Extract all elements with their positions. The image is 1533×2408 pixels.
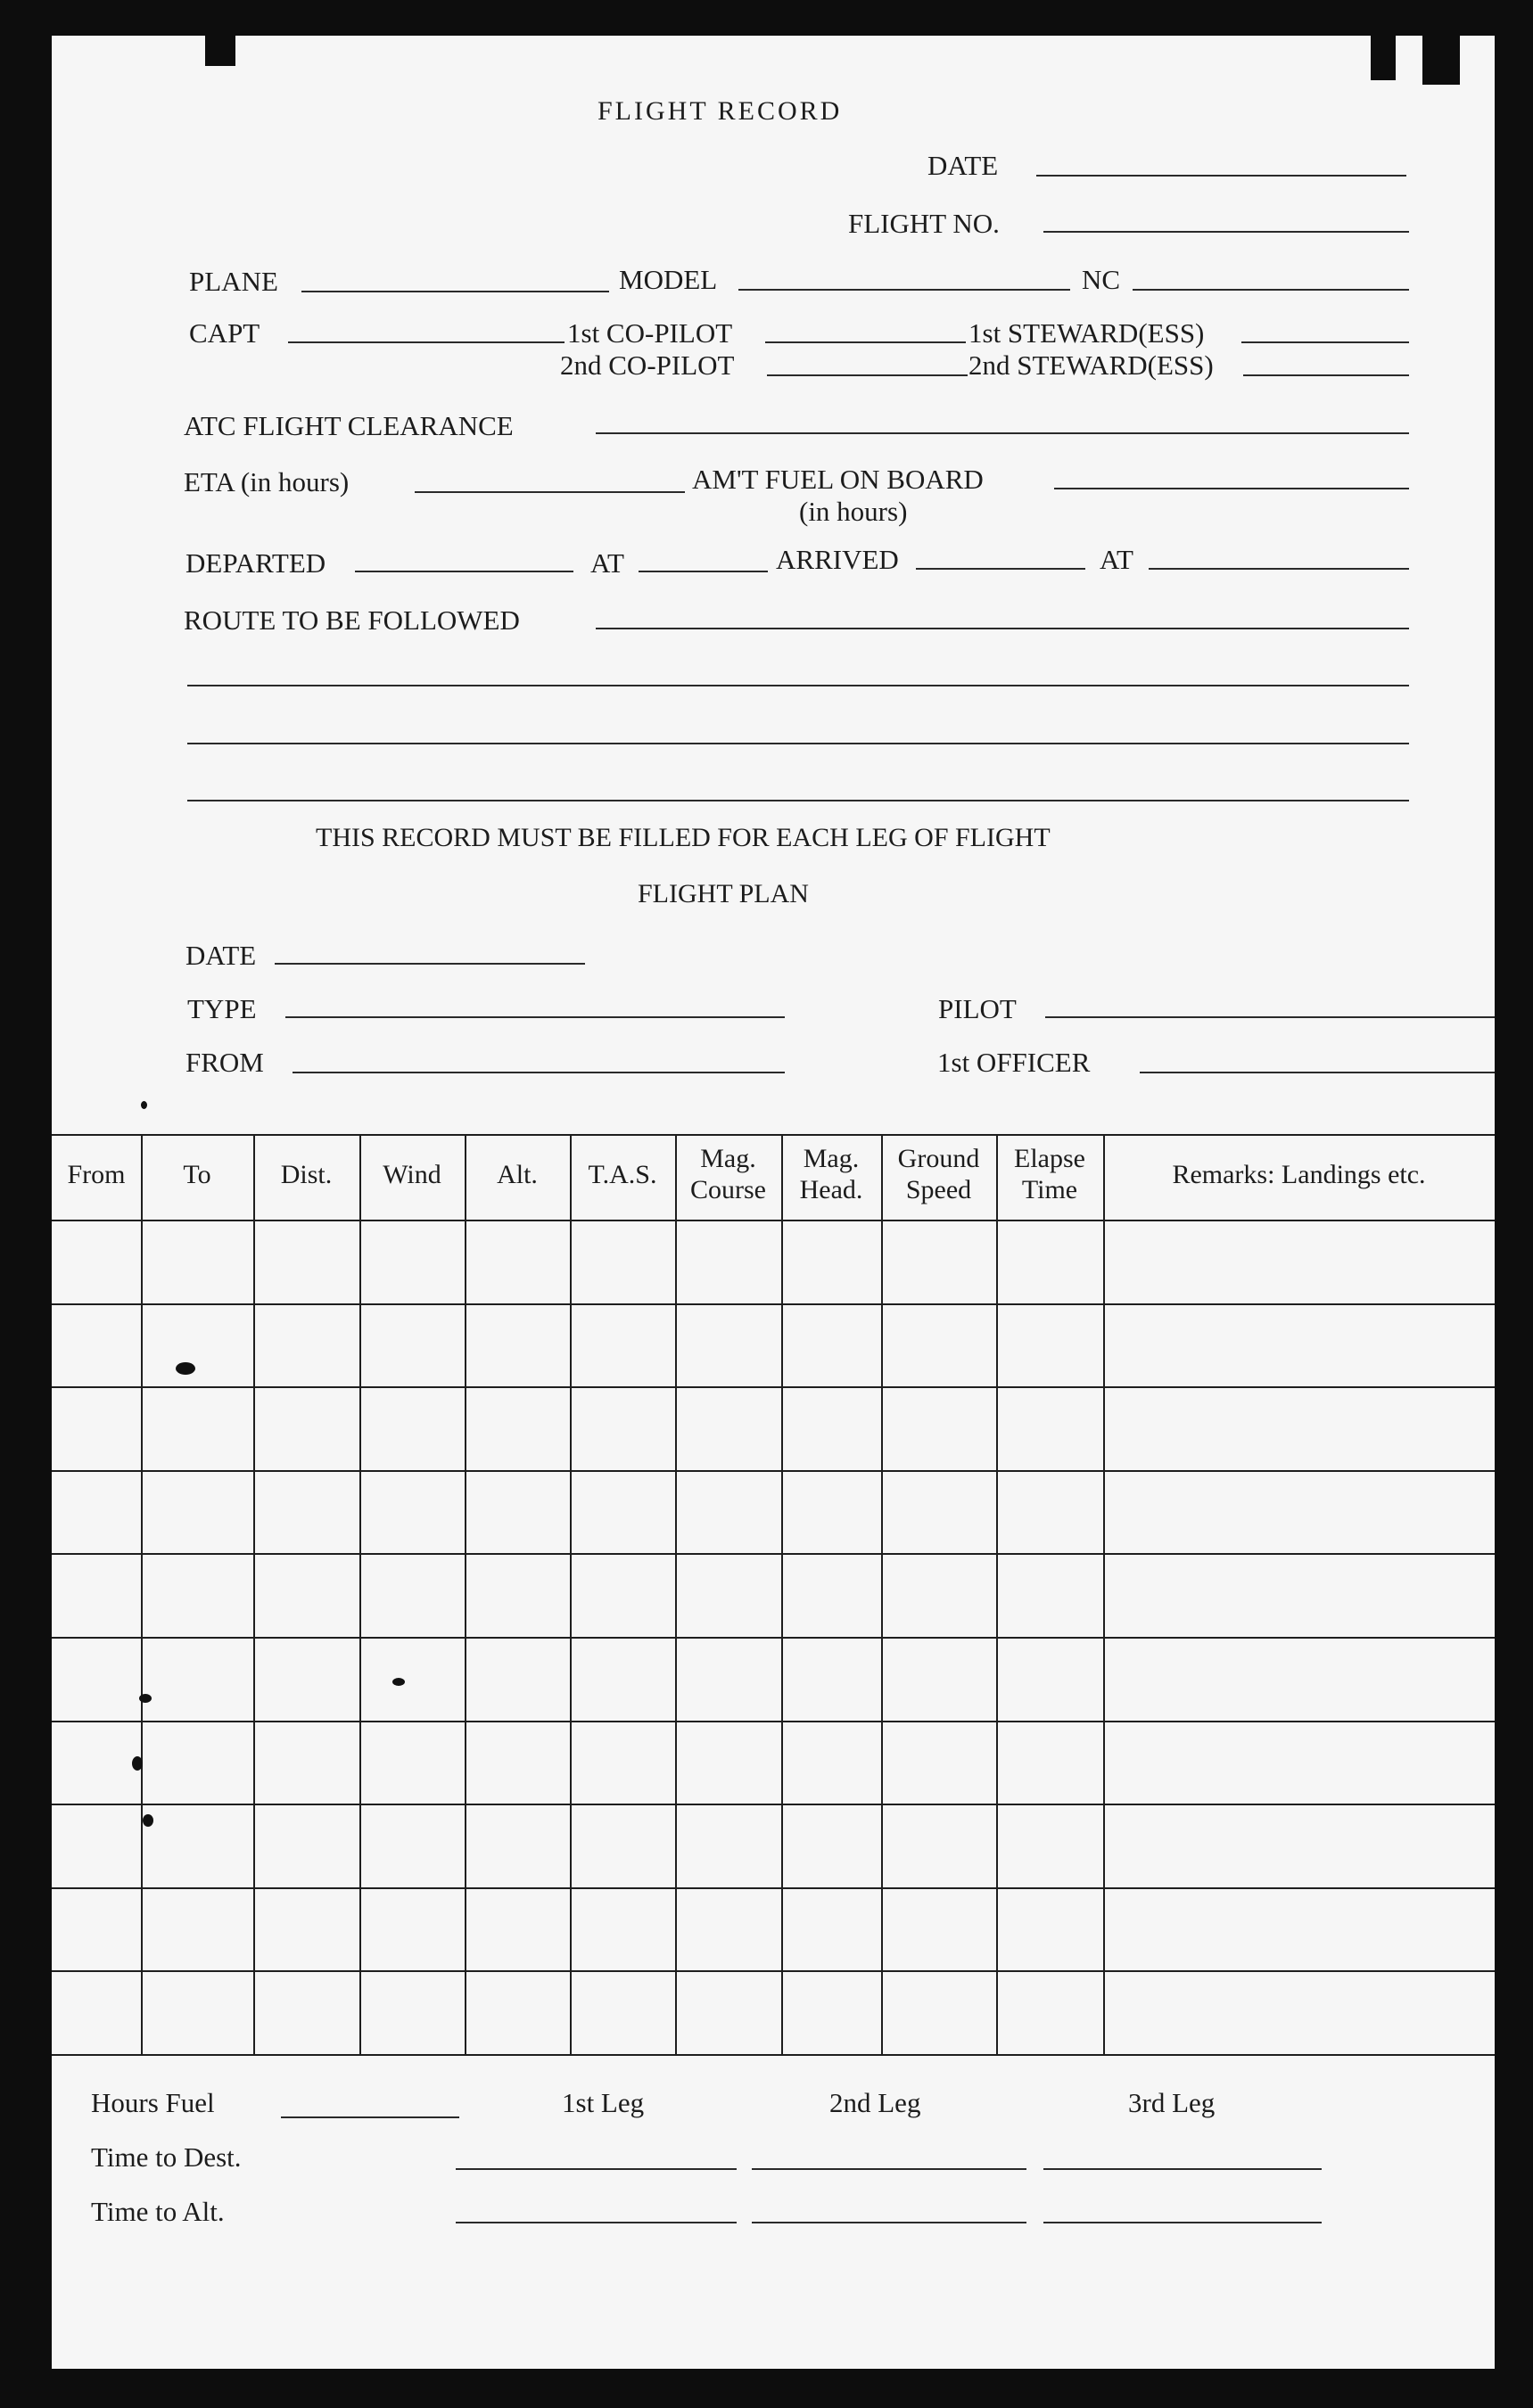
- leg2-label: 2nd Leg: [829, 2087, 921, 2118]
- departed-line[interactable]: [355, 571, 573, 572]
- ink-speck: [176, 1362, 195, 1375]
- hours-fuel-label: Hours Fuel: [91, 2087, 215, 2118]
- route-line-4[interactable]: [187, 800, 1409, 801]
- co-pilot-1-label: 1st CO-PILOT: [567, 317, 733, 349]
- arrived-at-label: AT: [1100, 544, 1133, 575]
- fuel-label: AM'T FUEL ON BOARD: [692, 464, 984, 495]
- table-cell[interactable]: [885, 1390, 993, 1467]
- table-cell[interactable]: [885, 1640, 993, 1717]
- table-cell[interactable]: [1000, 1474, 1100, 1550]
- table-cell[interactable]: [785, 1807, 878, 1884]
- table-cell[interactable]: [785, 1223, 878, 1300]
- table-cell[interactable]: [1000, 1390, 1100, 1467]
- table-cell[interactable]: [573, 1557, 672, 1633]
- table-cell[interactable]: [144, 1223, 250, 1300]
- departed-at-line[interactable]: [639, 571, 768, 572]
- table-cell[interactable]: [363, 1724, 461, 1801]
- table-cell[interactable]: [679, 1390, 778, 1467]
- table-cell[interactable]: [144, 1807, 250, 1884]
- table-cell[interactable]: [55, 1474, 137, 1550]
- table-cell[interactable]: [363, 1640, 461, 1717]
- table-cell[interactable]: [885, 1724, 993, 1801]
- table-column-border: [253, 1134, 255, 2054]
- flight-plan-title: FLIGHT PLAN: [638, 879, 809, 908]
- table-cell[interactable]: [257, 1390, 356, 1467]
- table-cell[interactable]: [1000, 1557, 1100, 1633]
- table-cell[interactable]: [1107, 1557, 1491, 1633]
- co-pilot-2-label: 2nd CO-PILOT: [560, 349, 735, 381]
- column-header: Elapse Time: [1014, 1144, 1085, 1205]
- arrived-label: ARRIVED: [776, 544, 899, 575]
- column-header: Remarks: Landings etc.: [1172, 1160, 1426, 1189]
- table-cell[interactable]: [363, 1974, 461, 2050]
- table-cell[interactable]: [468, 1974, 566, 2050]
- form-page: [52, 36, 1495, 2369]
- scan-artifact: [1371, 36, 1396, 80]
- fp-first-officer-line[interactable]: [1140, 1072, 1495, 1073]
- table-cell[interactable]: [885, 1807, 993, 1884]
- table-cell[interactable]: [468, 1474, 566, 1550]
- plane-label: PLANE: [189, 266, 278, 297]
- table-cell[interactable]: [885, 1891, 993, 1968]
- column-header: Mag. Course: [690, 1144, 766, 1205]
- table-cell[interactable]: [55, 1974, 137, 2050]
- table-cell[interactable]: [679, 1557, 778, 1633]
- table-cell[interactable]: [363, 1223, 461, 1300]
- fuel-unit-label: (in hours): [799, 496, 908, 527]
- nc-label: NC: [1082, 264, 1121, 295]
- table-column-border: [141, 1134, 143, 2054]
- table-cell[interactable]: [679, 1974, 778, 2050]
- form-title: FLIGHT RECORD: [598, 96, 843, 126]
- ink-speck: [143, 1814, 153, 1827]
- fp-from-label: FROM: [185, 1047, 264, 1078]
- scan-artifact: [205, 36, 235, 66]
- table-cell[interactable]: [363, 1390, 461, 1467]
- table-cell[interactable]: [1107, 1807, 1491, 1884]
- steward-1-label: 1st STEWARD(ESS): [968, 317, 1205, 349]
- table-row-border: [52, 1637, 1495, 1639]
- alt-leg2-line[interactable]: [752, 2222, 1026, 2223]
- table-cell[interactable]: [55, 1390, 137, 1467]
- leg1-label: 1st Leg: [562, 2087, 645, 2118]
- table-cell[interactable]: [679, 1223, 778, 1300]
- table-cell[interactable]: [885, 1474, 993, 1550]
- co-pilot-1-line[interactable]: [765, 341, 966, 343]
- alt-leg1-line[interactable]: [456, 2222, 737, 2223]
- column-header: From: [67, 1160, 126, 1189]
- table-cell[interactable]: [257, 1474, 356, 1550]
- table-cell[interactable]: [1000, 1974, 1100, 2050]
- dest-leg2-line[interactable]: [752, 2168, 1026, 2170]
- column-header: To: [183, 1160, 211, 1189]
- table-cell[interactable]: [144, 1307, 250, 1384]
- fp-from-line[interactable]: [293, 1072, 785, 1073]
- table-cell[interactable]: [468, 1640, 566, 1717]
- table-cell[interactable]: [257, 1307, 356, 1384]
- table-cell[interactable]: [1107, 1724, 1491, 1801]
- table-cell[interactable]: [573, 1640, 672, 1717]
- table-cell[interactable]: [785, 1474, 878, 1550]
- nc-line[interactable]: [1133, 289, 1409, 291]
- table-cell[interactable]: [885, 1974, 993, 2050]
- table-cell[interactable]: [55, 1724, 137, 1801]
- ink-speck: [392, 1678, 405, 1686]
- column-header: Dist.: [280, 1160, 333, 1189]
- table-cell[interactable]: [785, 1640, 878, 1717]
- ink-speck: [139, 1694, 152, 1703]
- table-cell[interactable]: [573, 1974, 672, 2050]
- table-cell[interactable]: [785, 1557, 878, 1633]
- table-cell[interactable]: [468, 1724, 566, 1801]
- table-cell[interactable]: [679, 1307, 778, 1384]
- route-label: ROUTE TO BE FOLLOWED: [184, 604, 520, 636]
- model-label: MODEL: [619, 264, 718, 295]
- table-cell[interactable]: [55, 1891, 137, 1968]
- table-cell[interactable]: [363, 1891, 461, 1968]
- table-cell[interactable]: [55, 1223, 137, 1300]
- table-cell[interactable]: [573, 1891, 672, 1968]
- co-pilot-2-line[interactable]: [767, 374, 968, 376]
- steward-2-line[interactable]: [1243, 374, 1409, 376]
- flight-no-line[interactable]: [1043, 231, 1409, 233]
- table-column-border: [781, 1134, 783, 2054]
- eta-label: ETA (in hours): [184, 466, 350, 497]
- fp-type-line[interactable]: [285, 1016, 785, 1018]
- table-cell[interactable]: [257, 1974, 356, 2050]
- dest-leg1-line[interactable]: [456, 2168, 737, 2170]
- table-cell[interactable]: [363, 1557, 461, 1633]
- table-cell[interactable]: [785, 1724, 878, 1801]
- table-cell[interactable]: [468, 1390, 566, 1467]
- table-column-border: [996, 1134, 998, 2054]
- table-cell[interactable]: [363, 1474, 461, 1550]
- date-label: DATE: [927, 150, 999, 181]
- table-cell[interactable]: [573, 1390, 672, 1467]
- table-column-border: [465, 1134, 466, 2054]
- table-cell[interactable]: [1000, 1891, 1100, 1968]
- steward-1-line[interactable]: [1241, 341, 1409, 343]
- capt-label: CAPT: [189, 317, 260, 349]
- departed-at-label: AT: [590, 547, 624, 579]
- date-line[interactable]: [1036, 175, 1406, 177]
- table-cell[interactable]: [1107, 1891, 1491, 1968]
- table-cell[interactable]: [1107, 1223, 1491, 1300]
- table-cell[interactable]: [1107, 1390, 1491, 1467]
- ink-speck: [141, 1101, 147, 1109]
- table-row-border: [52, 1470, 1495, 1472]
- table-column-border: [1103, 1134, 1105, 2054]
- capt-line[interactable]: [288, 341, 565, 343]
- table-cell[interactable]: [363, 1307, 461, 1384]
- fp-pilot-label: PILOT: [938, 993, 1017, 1024]
- table-row-border: [52, 1804, 1495, 1805]
- hours-fuel-line[interactable]: [281, 2116, 459, 2118]
- table-cell[interactable]: [679, 1891, 778, 1968]
- eta-line[interactable]: [415, 491, 685, 493]
- steward-2-label: 2nd STEWARD(ESS): [968, 349, 1214, 381]
- column-header: T.A.S.: [588, 1160, 657, 1189]
- arrived-line[interactable]: [916, 568, 1085, 570]
- fp-first-officer-label: 1st OFFICER: [937, 1047, 1091, 1078]
- table-cell[interactable]: [144, 1891, 250, 1968]
- table-cell[interactable]: [1000, 1223, 1100, 1300]
- table-cell[interactable]: [1000, 1724, 1100, 1801]
- table-column-border: [881, 1134, 883, 2054]
- table-cell[interactable]: [785, 1307, 878, 1384]
- notice-text: THIS RECORD MUST BE FILLED FOR EACH LEG OF FLIGHT: [316, 823, 1051, 852]
- table-cell[interactable]: [257, 1724, 356, 1801]
- table-cell[interactable]: [679, 1807, 778, 1884]
- table-cell[interactable]: [1000, 1640, 1100, 1717]
- table-row-border: [52, 1303, 1495, 1305]
- table-cell[interactable]: [573, 1724, 672, 1801]
- route-line-3[interactable]: [187, 743, 1409, 744]
- alt-leg3-line[interactable]: [1043, 2222, 1322, 2223]
- table-cell[interactable]: [144, 1474, 250, 1550]
- table-column-border: [570, 1134, 572, 2054]
- table-cell[interactable]: [55, 1807, 137, 1884]
- column-header: Alt.: [497, 1160, 538, 1189]
- table-cell[interactable]: [885, 1557, 993, 1633]
- table-cell[interactable]: [1107, 1974, 1491, 2050]
- table-cell[interactable]: [785, 1891, 878, 1968]
- fuel-line[interactable]: [1054, 488, 1409, 489]
- atc-label: ATC FLIGHT CLEARANCE: [184, 410, 514, 441]
- column-header: Wind: [383, 1160, 441, 1189]
- route-line-2[interactable]: [187, 685, 1409, 686]
- table-cell[interactable]: [679, 1640, 778, 1717]
- column-header: Mag. Head.: [799, 1144, 863, 1205]
- table-cell[interactable]: [1107, 1474, 1491, 1550]
- plane-line[interactable]: [301, 291, 609, 292]
- table-cell[interactable]: [257, 1640, 356, 1717]
- time-to-alt-label: Time to Alt.: [91, 2196, 225, 2227]
- table-cell[interactable]: [144, 1557, 250, 1633]
- scan-artifact: [1422, 36, 1460, 85]
- table-cell[interactable]: [257, 1807, 356, 1884]
- table-row-border: [52, 1887, 1495, 1889]
- arrived-at-line[interactable]: [1149, 568, 1409, 570]
- model-line[interactable]: [738, 289, 1070, 291]
- table-cell[interactable]: [573, 1474, 672, 1550]
- table-cell[interactable]: [468, 1223, 566, 1300]
- fp-type-label: TYPE: [187, 993, 257, 1024]
- table-row-border: [52, 1970, 1495, 1972]
- table-cell[interactable]: [144, 1974, 250, 2050]
- table-cell[interactable]: [785, 1974, 878, 2050]
- departed-label: DEPARTED: [185, 547, 326, 579]
- table-cell[interactable]: [257, 1891, 356, 1968]
- table-row-border: [52, 2054, 1495, 2056]
- table-cell[interactable]: [363, 1807, 461, 1884]
- table-cell[interactable]: [785, 1390, 878, 1467]
- table-cell[interactable]: [55, 1557, 137, 1633]
- table-cell[interactable]: [468, 1557, 566, 1633]
- table-cell[interactable]: [257, 1557, 356, 1633]
- table-cell[interactable]: [468, 1807, 566, 1884]
- table-cell[interactable]: [55, 1307, 137, 1384]
- ink-speck: [132, 1756, 143, 1771]
- table-row-border: [52, 1553, 1495, 1555]
- dest-leg3-line[interactable]: [1043, 2168, 1322, 2170]
- table-cell[interactable]: [1000, 1307, 1100, 1384]
- table-row-border: [52, 1386, 1495, 1388]
- table-cell[interactable]: [573, 1223, 672, 1300]
- table-top-border: [52, 1134, 1495, 1136]
- table-column-border: [359, 1134, 361, 2054]
- table-cell[interactable]: [144, 1390, 250, 1467]
- table-cell[interactable]: [468, 1307, 566, 1384]
- atc-line[interactable]: [596, 432, 1409, 434]
- leg3-label: 3rd Leg: [1128, 2087, 1216, 2118]
- table-cell[interactable]: [885, 1223, 993, 1300]
- column-header: Ground Speed: [897, 1144, 980, 1205]
- table-cell[interactable]: [144, 1724, 250, 1801]
- route-line-1[interactable]: [596, 628, 1409, 629]
- table-cell[interactable]: [144, 1640, 250, 1717]
- flight-no-label: FLIGHT NO.: [848, 208, 1000, 239]
- table-cell[interactable]: [1107, 1640, 1491, 1717]
- table-cell[interactable]: [573, 1807, 672, 1884]
- table-cell[interactable]: [679, 1474, 778, 1550]
- table-column-border: [675, 1134, 677, 2054]
- time-to-dest-label: Time to Dest.: [91, 2141, 242, 2173]
- fp-date-line[interactable]: [275, 963, 585, 965]
- table-cell[interactable]: [468, 1891, 566, 1968]
- table-cell[interactable]: [573, 1307, 672, 1384]
- table-row-border: [52, 1721, 1495, 1722]
- fp-pilot-line[interactable]: [1045, 1016, 1495, 1018]
- fp-date-label: DATE: [185, 940, 257, 971]
- table-cell[interactable]: [55, 1640, 137, 1717]
- table-cell[interactable]: [1107, 1307, 1491, 1384]
- table-cell[interactable]: [885, 1307, 993, 1384]
- table-cell[interactable]: [257, 1223, 356, 1300]
- table-cell[interactable]: [1000, 1807, 1100, 1884]
- table-header-border: [52, 1220, 1495, 1221]
- table-cell[interactable]: [679, 1724, 778, 1801]
